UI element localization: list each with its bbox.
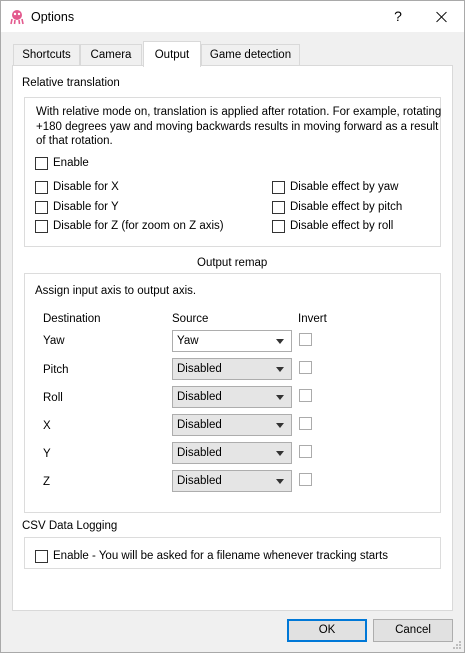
- cancel-button[interactable]: Cancel: [373, 619, 453, 642]
- relative-enable-label: Enable: [53, 157, 89, 169]
- tab-output[interactable]: Output: [143, 41, 201, 67]
- relative-translation-line-2: +180 degrees yaw and moving backwards results in moving forward as a result: [36, 121, 439, 133]
- help-button[interactable]: ?: [394, 8, 402, 24]
- chevron-down-icon: [276, 339, 284, 344]
- disable-roll-effect-checkbox[interactable]: [272, 220, 285, 233]
- destination-header: Destination: [43, 313, 101, 325]
- disable-yaw-effect-label: Disable effect by yaw: [290, 181, 399, 193]
- remap-source-roll-value: Disabled: [177, 391, 222, 403]
- tab-game-detection[interactable]: Game detection: [201, 44, 300, 65]
- disable-z-checkbox[interactable]: [35, 220, 48, 233]
- remap-destination-roll: Roll: [43, 392, 63, 404]
- tab-shortcuts[interactable]: Shortcuts: [13, 44, 80, 65]
- remap-source-yaw-value: Yaw: [177, 335, 199, 347]
- remap-source-z-select[interactable]: [172, 470, 292, 492]
- invert-x-checkbox[interactable]: [299, 417, 312, 430]
- relative-translation-line-1: With relative mode on, translation is applied after rotation. For example, rotating: [36, 106, 442, 118]
- resize-grip-icon[interactable]: [452, 640, 462, 650]
- remap-source-pitch-select[interactable]: [172, 358, 292, 380]
- disable-x-label: Disable for X: [53, 181, 119, 193]
- disable-roll-effect-label: Disable effect by roll: [290, 220, 394, 232]
- ok-button[interactable]: OK: [287, 619, 367, 642]
- disable-pitch-effect-label: Disable effect by pitch: [290, 201, 403, 213]
- output-remap-title: Output remap: [197, 257, 268, 269]
- disable-yaw-effect-checkbox[interactable]: [272, 181, 285, 194]
- disable-pitch-effect-checkbox[interactable]: [272, 201, 285, 214]
- disable-y-label: Disable for Y: [53, 201, 119, 213]
- remap-source-roll-select[interactable]: [172, 386, 292, 408]
- csv-enable-label: Enable - You will be asked for a filename whenever tracking starts: [53, 550, 388, 562]
- octopus-app-icon: [9, 9, 25, 25]
- output-remap-description: Assign input axis to output axis.: [35, 285, 197, 297]
- relative-translation-title: Relative translation: [22, 77, 120, 89]
- source-header: Source: [172, 313, 209, 325]
- remap-source-y-select[interactable]: [172, 442, 292, 464]
- remap-destination-x: X: [43, 420, 51, 432]
- remap-source-pitch-value: Disabled: [177, 363, 222, 375]
- chevron-down-icon: [276, 451, 284, 456]
- remap-source-yaw-select[interactable]: [172, 330, 292, 352]
- chevron-down-icon: [276, 479, 284, 484]
- csv-logging-title: CSV Data Logging: [22, 520, 118, 532]
- remap-destination-pitch: Pitch: [43, 364, 69, 376]
- relative-enable-checkbox[interactable]: [35, 157, 48, 170]
- chevron-down-icon: [276, 395, 284, 400]
- window-title: Options: [31, 10, 75, 24]
- relative-translation-line-3: of that rotation.: [36, 135, 113, 147]
- remap-source-x-select[interactable]: [172, 414, 292, 436]
- chevron-down-icon: [276, 423, 284, 428]
- invert-pitch-checkbox[interactable]: [299, 361, 312, 374]
- invert-z-checkbox[interactable]: [299, 473, 312, 486]
- remap-source-y-value: Disabled: [177, 447, 222, 459]
- invert-yaw-checkbox[interactable]: [299, 333, 312, 346]
- chevron-down-icon: [276, 367, 284, 372]
- invert-y-checkbox[interactable]: [299, 445, 312, 458]
- close-icon[interactable]: [425, 1, 459, 32]
- disable-z-label: Disable for Z (for zoom on Z axis): [53, 220, 224, 232]
- remap-source-z-value: Disabled: [177, 475, 222, 487]
- title-bar: [1, 1, 464, 32]
- remap-destination-y: Y: [43, 448, 51, 460]
- remap-destination-yaw: Yaw: [43, 335, 65, 347]
- invert-roll-checkbox[interactable]: [299, 389, 312, 402]
- csv-enable-checkbox[interactable]: [35, 550, 48, 563]
- remap-destination-z: Z: [43, 476, 51, 488]
- disable-y-checkbox[interactable]: [35, 201, 48, 214]
- disable-x-checkbox[interactable]: [35, 181, 48, 194]
- tab-camera[interactable]: Camera: [80, 44, 142, 65]
- invert-header: Invert: [298, 313, 327, 325]
- remap-source-x-value: Disabled: [177, 419, 222, 431]
